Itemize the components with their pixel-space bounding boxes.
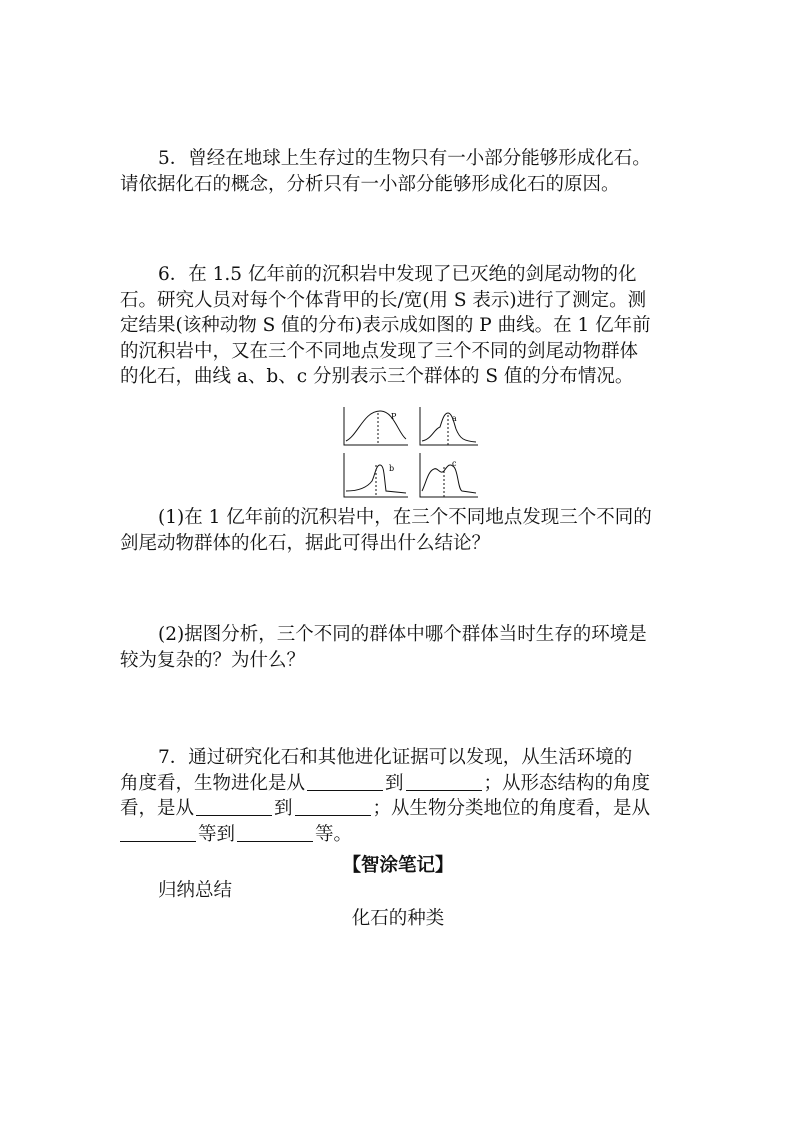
q7-text-4b: 等。 [315, 823, 353, 845]
q6-line-3: 定结果(该种动物 S 值的分布)表示成如图的 P 曲线。在 1 亿年前 [120, 315, 651, 336]
q7-line-4 [120, 822, 676, 848]
curve-b-panel [344, 453, 408, 497]
q6-sub1-line-2: 剑尾动物群体的化石，据此可得出什么结论？ [120, 532, 491, 554]
answer-blank-4 [295, 799, 371, 816]
notes-heading: 【智涂笔记】 [342, 855, 454, 876]
label-p: P [391, 412, 397, 421]
curve-p [346, 411, 406, 441]
q7-text-2c: ；从形态结构的角度 [483, 772, 651, 794]
notes-summary: 归纳总结 [158, 880, 233, 901]
q7-text-4a: 等到 [198, 823, 236, 845]
label-a: a [452, 414, 457, 423]
question-6-part-2 [120, 622, 676, 673]
answer-blank-6 [237, 825, 313, 842]
question-5 [120, 146, 676, 197]
q7-text-2a: 角度看，生物进化是从 [120, 772, 306, 794]
q7-line-3 [120, 796, 676, 822]
answer-blank-5 [120, 825, 196, 842]
question-6-part-1 [120, 505, 676, 556]
q6-line-2: 石。研究人员对每个个体背甲的长/宽(用 S 表示)进行了测定。测 [120, 289, 647, 311]
notes-topic: 化石的种类 [351, 908, 445, 929]
q6-sub2-line-1: (2)据图分析，三个不同的群体中哪个群体当时生存的环境是 [158, 624, 647, 645]
q6-line-1: 6．在 1.5 亿年前的沉积岩中发现了已灭绝的剑尾动物的化 [158, 264, 637, 285]
q6-line-4: 的沉积岩中，又在三个不同地点发现了三个不同的剑尾动物群体 [120, 340, 639, 362]
q7-text-2b: 到 [385, 772, 404, 794]
q5-line-1: 5．曾经在地球上生存过的生物只有一小部分能够形成化石。 [158, 148, 651, 169]
question-7 [120, 745, 676, 847]
curve-a [422, 413, 476, 442]
q6-line-5: 的化石，曲线 a、b、c 分别表示三个群体的 S 值的分布情况。 [120, 366, 634, 387]
answer-blank-1 [307, 774, 383, 791]
q7-text-3b: 到 [274, 798, 293, 819]
q6-sub2-line-2: 较为复杂的？为什么？ [120, 649, 306, 671]
curve-c-panel [420, 453, 478, 497]
label-b: b [389, 464, 395, 473]
question-6 [120, 262, 676, 390]
q5-line-2: 请依据化石的概念，分析只有一小部分能够形成化石的原因。 [120, 173, 620, 195]
q7-line-1: 7．通过研究化石和其他进化证据可以发现，从生活环境的 [158, 747, 633, 768]
q6-sub1-line-1: (1)在 1 亿年前的沉积岩中，在三个不同地点发现三个不同的 [158, 507, 652, 528]
answer-blank-3 [196, 799, 272, 816]
q7-text-3c: ；从生物分类地位的角度看，是从 [372, 798, 651, 819]
curve-c [422, 465, 476, 493]
q7-text-3a: 看，是从 [120, 798, 195, 819]
q7-line-2 [120, 771, 676, 797]
curve-a-panel [420, 407, 478, 445]
curve-p-panel [344, 407, 408, 445]
s-distribution-figure [340, 405, 480, 500]
answer-blank-2 [406, 774, 482, 791]
label-c: c [452, 459, 457, 468]
